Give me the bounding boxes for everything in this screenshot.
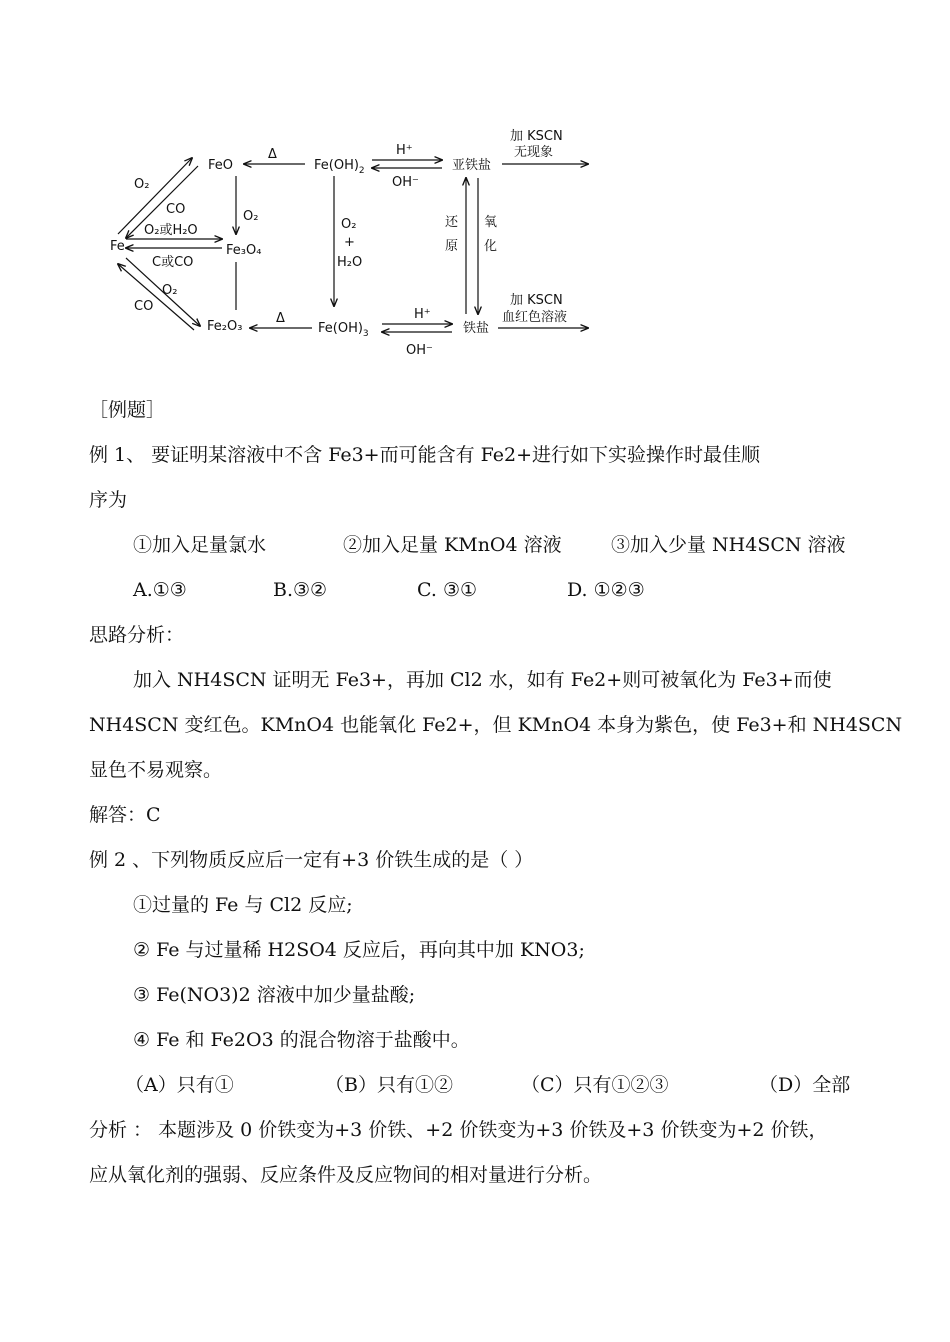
- label-delta-bottom: Δ: [276, 311, 285, 326]
- examples-heading: ［例题］: [89, 399, 166, 421]
- node-feoh2: $Fe(OH)_2$: [314, 158, 365, 176]
- label-reduce-1: 还: [445, 215, 459, 230]
- label-o2-feo: O₂: [243, 209, 259, 224]
- option2-a: （A）只有①: [125, 1074, 234, 1096]
- example2-item-2: ② Fe 与过量稀 H2SO4 反应后，再向其中加 KNO3;: [133, 939, 585, 961]
- example1-question: 例 1、 要证明某溶液中不含 Fe3+而可能含有 Fe2+进行如下实验操作时最佳顺: [89, 444, 761, 466]
- option-b: B.③②: [273, 579, 328, 601]
- node-feoh3: $Fe(OH)_3$: [318, 321, 369, 339]
- example2-analysis-1: 分析 ： 本题涉及 0 价铁变为+3 价铁、+2 价铁变为+3 价铁及+3 价铁变为+2 价铁，: [89, 1119, 828, 1141]
- step-3: ③加入少量 NH4SCN 溶液: [611, 534, 846, 556]
- arrow-fe2o3-fe: [118, 264, 194, 330]
- label-c-or-co: C或CO: [152, 255, 194, 270]
- label-oh-minus-top: OH⁻: [392, 175, 419, 190]
- example2-analysis-2: 应从氧化剂的强弱、反应条件及反应物间的相对量进行分析。: [89, 1164, 603, 1186]
- option-a: A.①③: [133, 579, 187, 601]
- step-1: ①加入足量氯水: [133, 534, 267, 556]
- iron-conversion-diagram: [100, 118, 600, 378]
- analysis-line-3: 显色不易观察。: [89, 759, 223, 781]
- label-o2-h2o-1: O₂: [341, 217, 357, 232]
- label-oh-minus-bottom: OH⁻: [406, 343, 433, 358]
- option2-c: （C）只有①②③: [521, 1074, 669, 1096]
- label-co-feo-fe: CO: [166, 202, 186, 217]
- option-c: C. ③①: [417, 579, 478, 601]
- analysis-line-1: 加入 NH4SCN 证明无 Fe3+，再加 Cl2 水，如有 Fe2+则可被氧化为 Fe3+而使: [133, 669, 832, 691]
- node-feo: FeO: [208, 158, 233, 173]
- example1-steps: [89, 523, 879, 568]
- label-o2-fe-fe2o3: O₂: [162, 283, 178, 298]
- label-oxidize-1: 氧: [484, 215, 498, 230]
- analysis-line-2: NH4SCN 变红色。KMnO4 也能氧化 Fe2+，但 KMnO4 本身为紫色，使 Fe3+和 NH4SCN: [89, 714, 903, 736]
- example2-options: [89, 1063, 879, 1108]
- label-delta-top: Δ: [268, 147, 277, 162]
- label-kscn-top-1: 加 KSCN: [510, 129, 563, 144]
- example1-question-cont: 序为: [89, 489, 128, 511]
- label-oxidize-2: 化: [484, 239, 498, 254]
- option-d: D. ①②③: [567, 579, 645, 601]
- label-o2-fe-feo: O₂: [134, 177, 150, 192]
- node-fe2o3: Fe₂O₃: [207, 319, 243, 334]
- node-ferrous-salt: 亚铁盐: [452, 158, 492, 173]
- node-fe: Fe: [110, 239, 125, 254]
- label-o2-or-h2o: O₂或H₂O: [144, 223, 198, 238]
- example2-item-1: ①过量的 Fe 与 Cl2 反应;: [133, 894, 353, 916]
- option2-d: （D）全部: [759, 1074, 851, 1096]
- label-reduce-2: 原: [445, 239, 459, 254]
- document-body: [89, 388, 903, 1198]
- example2-item-3: ③ Fe(NO3)2 溶液中加少量盐酸;: [133, 984, 416, 1006]
- label-o2-h2o-2: +: [344, 235, 355, 250]
- option2-b: （B）只有①②: [325, 1074, 453, 1096]
- label-h-plus-top: H⁺: [396, 143, 413, 158]
- node-fe3o4: Fe₃O₄: [226, 243, 262, 258]
- label-kscn-bottom-2: 血红色溶液: [502, 310, 568, 325]
- example2-item-4: ④ Fe 和 Fe2O3 的混合物溶于盐酸中。: [133, 1029, 470, 1051]
- label-kscn-bottom-1: 加 KSCN: [510, 293, 563, 308]
- step-2: ②加入足量 KMnO4 溶液: [343, 534, 562, 556]
- analysis-heading: 思路分析：: [89, 624, 185, 646]
- answer-line: 解答：C: [89, 804, 161, 826]
- label-o2-h2o-3: H₂O: [337, 255, 363, 270]
- example2-question: 例 2 、下列物质反应后一定有+3 价铁生成的是（ ）: [89, 849, 534, 871]
- label-kscn-top-2: 无现象: [514, 145, 554, 160]
- label-h-plus-bottom: H⁺: [414, 307, 431, 322]
- example1-options: [89, 568, 879, 613]
- node-ferric-salt: 铁盐: [463, 321, 490, 336]
- iron-conversion-svg: [100, 118, 600, 378]
- label-co-fe2o3-fe: CO: [134, 299, 154, 314]
